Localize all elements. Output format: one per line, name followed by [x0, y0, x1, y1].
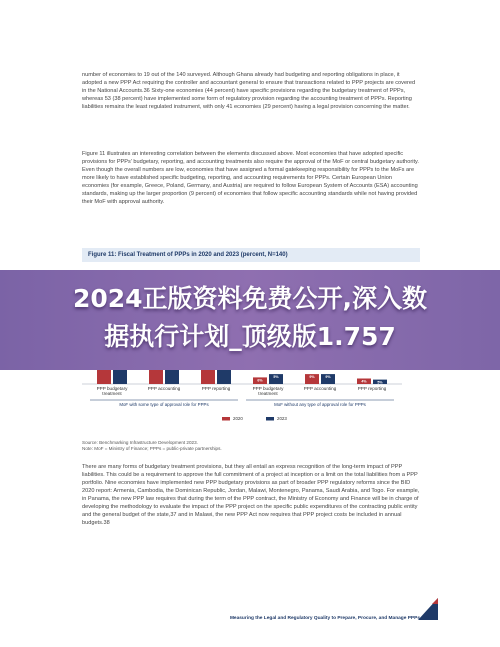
paragraph: Figure 11 illustrates an interesting correlation between the elements discussed above. Most economies that have adopted specific provisions for PPPs' budgetary, reporting, and accounting treatments also require the approval of the MoF or central budgetary authority. Even though the overall numbers are low, economies that have assigned a formal gatekeeping responsibility for PPPs to the MoFs are more likely to have established specific budgeting, reporting, and accounting requirements for PPPs. Certain European Union economies (for example, Greece, Poland, Germany, and Austria) are required to follow European System of Accounts (ESA) accounting standards, making up the larger proportion (9 percent) of economies that follow specific accounting standards while not having provided their MoF with approval authority.: [82, 151, 419, 205]
page-footer: Measuring the Legal and Regulatory Quality to Prepare, Procure, and Manage PPPs: [229, 616, 420, 621]
chart-category-labels: [97, 386, 387, 396]
category-label: PPP budgetary treatment: [252, 386, 284, 396]
data-label: 4%: [361, 379, 367, 384]
data-label: 5%: [273, 375, 279, 380]
figure-title: Figure 11: Fiscal Treatment of PPPs in 2020 and 2023 (percent, N=140): [82, 248, 420, 262]
legend-swatch: [266, 417, 274, 421]
page-number: 39: [424, 616, 430, 621]
figure-chart: [82, 366, 420, 426]
data-label: 9%: [325, 375, 331, 380]
group-label: MoF with some type of approval role for PPPs: [119, 402, 209, 407]
data-label: 6%: [257, 378, 263, 383]
category-label: PPP reporting: [357, 386, 387, 391]
legend-label: 2023: [277, 416, 287, 421]
banner-headline-line-2: 据执行计划_顶级版1.757: [104, 322, 396, 351]
category-label: PPP reporting: [201, 386, 231, 391]
legend-label: 2020: [233, 416, 243, 421]
category-label: PPP budgetary treatment: [96, 386, 128, 396]
category-label: PPP accounting: [303, 386, 337, 391]
legend-swatch: [222, 417, 230, 421]
category-label: PPP accounting: [147, 386, 181, 391]
chart-legend: [222, 416, 287, 421]
chart-group-labels: [90, 400, 394, 407]
source-line: Source: Benchmarking Infrastructure Development 2023.: [82, 440, 198, 445]
group-label: MoF without any type of approval role for PPPs: [274, 402, 366, 407]
paragraph: number of economies to 19 out of the 140 surveyed. Although Ghana already had budgeting and reporting obligations in place, it adopted a new PPP Act requiring the controller and accountant general to ensure that transactions related to PPP projects are covered in the National Accounts.36 Sixty-one economies (44 percent) have specific provisions regarding the budgetary treatment of PPPs, whereas 53 (38 percent) have implemented some form of regulatory provision regarding the accounting treatment of PPPs. Reporting liabilities remains the least regulated instrument, with only 41 economies (29 percent) having a legal provision concerning the matter.: [82, 72, 416, 110]
note-line: Note: MoF = Ministry of Finance; PPPs = public-private partnerships.: [82, 446, 222, 451]
banner-headline-line-1: 2024正版资料免费公开,深入数: [72, 284, 428, 313]
paragraph: There are many forms of budgetary treatment provisions, but they all entail an express recognition of the long-term impact of PPP liabilities. This could be a requirement to approve the full commitment of a project at inception or a limit on the total liabilities from a PPP portfolio. Nine economies have implemented new PPP budgetary provisions as part of broader PPP regulatory reforms since the BID 2020 report: Armenia, Cambodia, the Dominican Republic, Jordan, Malawi, Montenegro, Panama, Saudi Arabia, and Togo. For example, in Panama, the new PPP law requires that during the term of the PPP contract, the Ministry of Economy and Finance will be in charge of developing the methodology to evaluate the impact of the PPP project on the specific public expenditures of the contracting public entity and the general budget of the state,37 and in Malawi, the new PPP Act now requires that PPP project costs be included in annual budgets.38: [82, 464, 420, 526]
figure-source-note: [82, 440, 420, 452]
data-label: 5%: [377, 380, 383, 385]
data-label: 9%: [309, 375, 315, 380]
